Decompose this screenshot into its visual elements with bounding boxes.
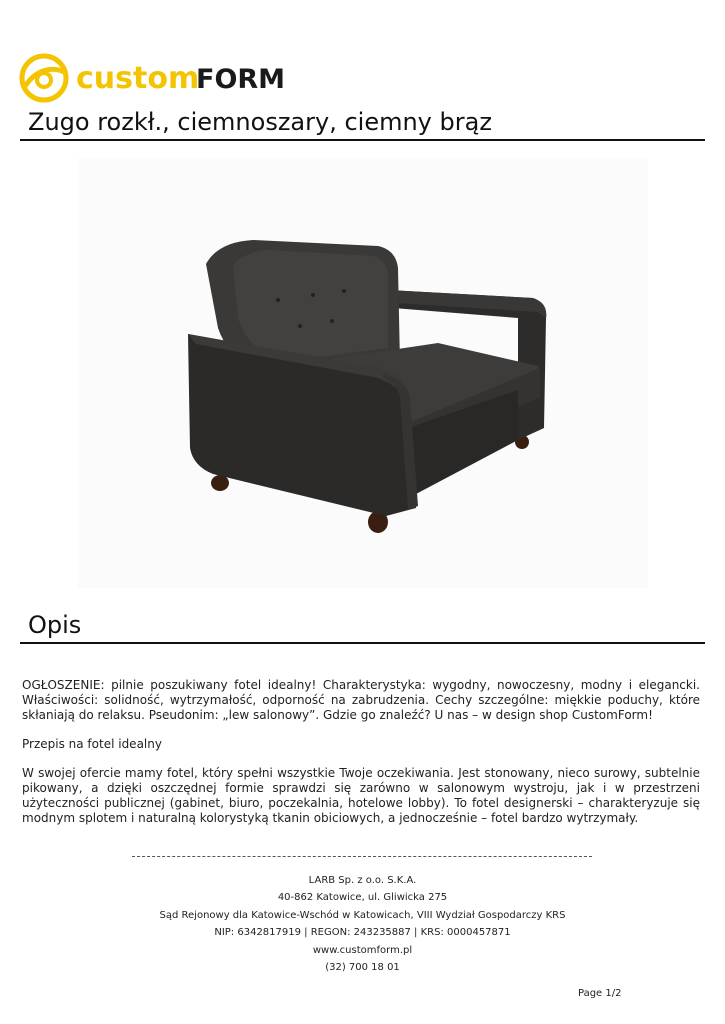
product-title: Zugo rozkł., ciemnoszary, ciemny brąz xyxy=(28,108,492,136)
description-paragraph-1: OGŁOSZENIE: pilnie poszukiwany fotel idealny! Charakterystyka: wygodny, nowoczesny, modny i elegancki. Właściwości: solidność, wytrzymałość, odporność na zabrudzenia. Cechy szczególne: miękkie poduchy, które skłaniają do relaksu. Pseudonim: „lew salonowy”. Gdzie go znaleźć? U nas – w design shop CustomForm! xyxy=(22,678,700,722)
customform-logo xyxy=(18,50,288,106)
logo-text-custom: custom xyxy=(76,61,200,96)
description-heading: Opis xyxy=(28,611,82,639)
logo-mark-icon xyxy=(22,56,66,100)
title-divider xyxy=(20,139,705,141)
footer-ids: NIP: 6342817919 | REGON: 243235887 | KRS: 0000457871 xyxy=(214,927,511,938)
footer-address: 40-862 Katowice, ul. Gliwicka 275 xyxy=(277,892,448,903)
description-divider xyxy=(20,642,705,644)
page-number: Page 1/2 xyxy=(578,988,622,999)
footer-website[interactable]: www.customform.pl xyxy=(312,945,413,956)
footer-separator xyxy=(132,856,592,857)
description-paragraph-2: Przepis na fotel idealny xyxy=(22,737,162,751)
logo-text-form: FORM xyxy=(196,64,286,95)
description-paragraph-3: W swojej ofercie mamy fotel, który spełni wszystkie Twoje oczekiwania. Jest stonowany, nieco surowy, subtelnie pikowany, a dzięki oszczędnej formie sprawdzi się zarówno w salonowym wystroju, jak i w przestrzeni użyteczności publicznej (gabinet, biuro, poczekalnia, hotelowe lobby). To fotel designerski – charakteryzuje się modnym splotem i naturalną kolorystyką tkanin obiciowych, a jednocześnie – fotel bardzo wytrzymały. xyxy=(22,766,700,825)
footer-court: Sąd Rejonowy dla Katowice-Wschód w Katowicach, VIII Wydział Gospodarczy KRS xyxy=(159,910,566,921)
product-image xyxy=(78,158,648,588)
footer-phone: (32) 700 18 01 xyxy=(325,962,400,973)
footer-company: LARB Sp. z o.o. S.K.A. xyxy=(308,875,417,886)
